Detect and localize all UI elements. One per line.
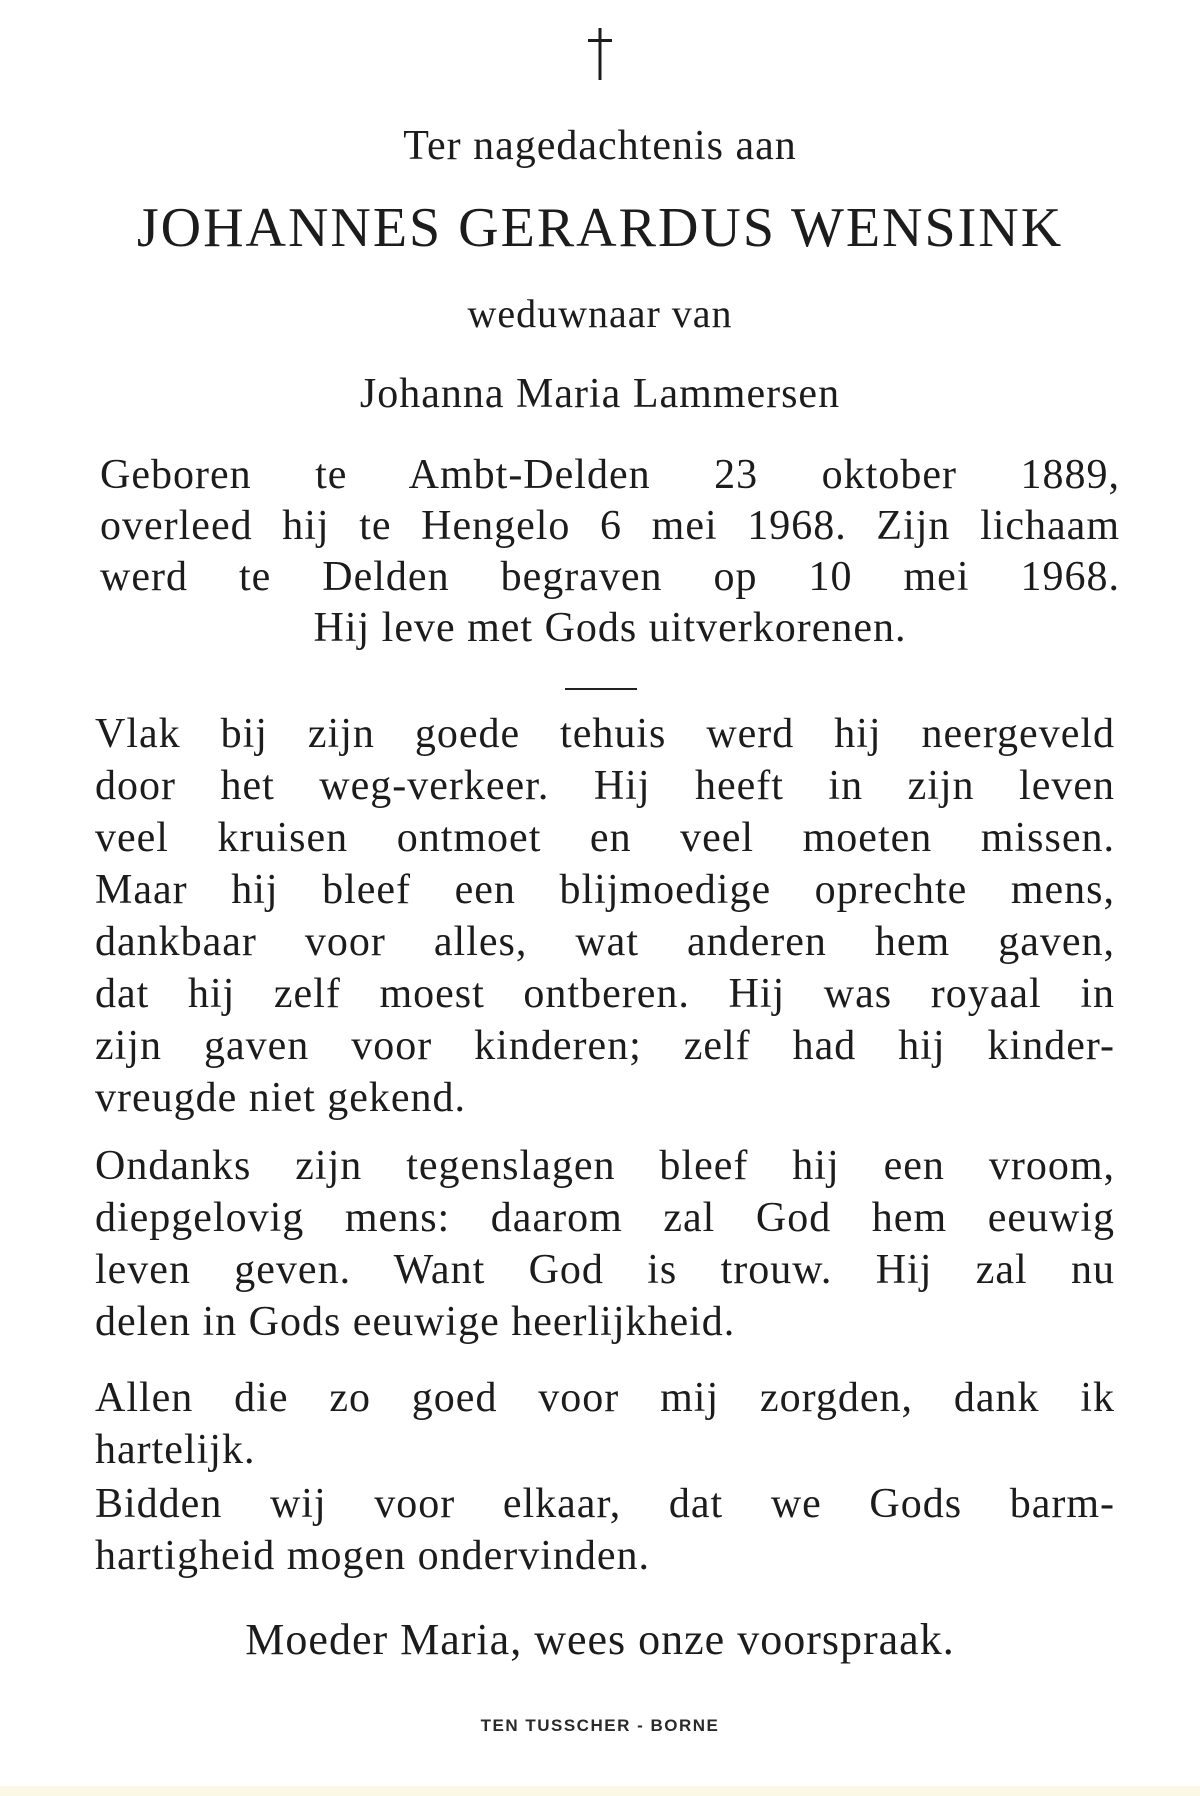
text-line: Allen die zo goed voor mij zorgden, dank ik bbox=[95, 1375, 1115, 1421]
text-line: zijn gaven voor kinderen; zelf had hij kinder- bbox=[95, 1023, 1115, 1069]
card-edge bbox=[0, 1786, 1200, 1796]
text-line: veel kruisen ontmoet en veel moeten missen. bbox=[95, 815, 1115, 861]
text-line: vreugde niet gekend. bbox=[95, 1075, 467, 1121]
widower-of-text: weduwnaar van bbox=[467, 291, 733, 336]
deceased-name: JOHANNES GERARDUS WENSINK bbox=[136, 197, 1064, 259]
cross-icon bbox=[0, 28, 1200, 87]
paragraph-life bbox=[95, 708, 1115, 1124]
text-line: leven geven. Want God is trouw. Hij zal nu bbox=[95, 1247, 1115, 1293]
text-line: hartigheid mogen ondervinden. bbox=[95, 1533, 651, 1579]
spouse-name: Johanna Maria Lammersen bbox=[359, 371, 841, 417]
text-line: Maar hij bleef een blijmoedige oprechte mens, bbox=[95, 867, 1115, 913]
bio-line: werd te Delden begraven op 10 mei 1968. bbox=[100, 554, 1120, 600]
paragraph-prayer bbox=[95, 1478, 1115, 1582]
paragraph-faith bbox=[95, 1140, 1115, 1348]
closing-prayer: Moeder Maria, wees onze voorspraak. bbox=[245, 1615, 955, 1664]
bio-line: Hij leve met Gods uitverkorenen. bbox=[313, 605, 907, 651]
biography bbox=[100, 450, 1120, 654]
text-line: Bidden wij voor elkaar, dat we Gods barm- bbox=[95, 1481, 1115, 1527]
text-line: hartelijk. bbox=[95, 1427, 256, 1473]
text-line: Ondanks zijn tegenslagen bleef hij een vroom, bbox=[95, 1143, 1115, 1189]
paragraph-thanks bbox=[95, 1372, 1115, 1476]
printer-imprint: TEN TUSSCHER - BORNE bbox=[480, 1716, 720, 1735]
bio-line: overleed hij te Hengelo 6 mei 1968. Zijn lichaam bbox=[100, 503, 1120, 549]
divider bbox=[565, 688, 637, 690]
text-line: Vlak bij zijn goede tehuis werd hij neergeveld bbox=[95, 711, 1115, 757]
text-line: dankbaar voor alles, wat anderen hem gaven, bbox=[95, 919, 1115, 965]
text-line: dat hij zelf moest ontberen. Hij was royaal in bbox=[95, 971, 1115, 1017]
text-line: diepgelovig mens: daarom zal God hem eeuwig bbox=[95, 1195, 1115, 1241]
text-line: door het weg-verkeer. Hij heeft in zijn leven bbox=[95, 763, 1115, 809]
intro-text: Ter nagedachtenis aan bbox=[403, 123, 797, 169]
text-line: delen in Gods eeuwige heerlijkheid. bbox=[95, 1299, 736, 1345]
bio-line: Geboren te Ambt-Delden 23 oktober 1889, bbox=[100, 452, 1120, 498]
